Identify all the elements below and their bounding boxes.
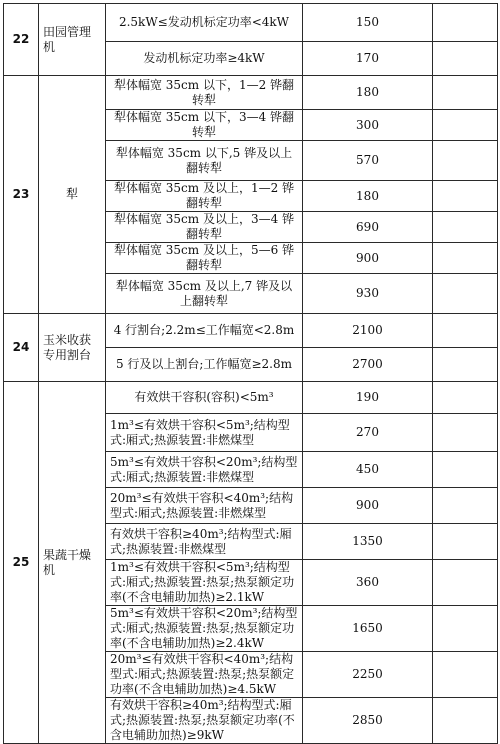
extra-column-cell	[433, 382, 498, 414]
subsidy-table	[3, 3, 498, 744]
spec-description: 犁体幅宽 35cm 及以上，3—4 铧翻转犁	[106, 212, 303, 243]
extra-column-cell	[433, 181, 498, 212]
extra-column-cell	[433, 212, 498, 243]
spec-description: 犁体幅宽 35cm 以下,5 铧及以上翻转犁	[106, 141, 303, 181]
extra-column-cell	[433, 652, 498, 698]
spec-description: 2.5kW≤发动机标定功率<4kW	[106, 4, 303, 42]
subsidy-amount: 930	[303, 274, 433, 314]
subsidy-amount: 180	[303, 181, 433, 212]
subsidy-amount: 150	[303, 4, 433, 42]
item-number: 25	[4, 382, 39, 744]
subsidy-amount: 2850	[303, 698, 433, 744]
subsidy-amount: 2700	[303, 348, 433, 382]
spec-description: 犁体幅宽 35cm 以下，3—4 铧翻转犁	[106, 110, 303, 141]
spec-description: 20m³≤有效烘干容积<40m³;结构型式:厢式;热源装置:非燃煤型	[106, 488, 303, 524]
extra-column-cell	[433, 4, 498, 42]
subsidy-amount: 2100	[303, 314, 433, 348]
subsidy-amount: 450	[303, 452, 433, 488]
table-row	[4, 76, 498, 110]
spec-description: 20m³≤有效烘干容积<40m³;结构型式:厢式;热源装置:热泵;热泵额定功率(不含电辅助加热)≥4.5kW	[106, 652, 303, 698]
spec-description: 犁体幅宽 35cm 以下，1—2 铧翻转犁	[106, 76, 303, 110]
item-number: 23	[4, 76, 39, 314]
spec-description: 犁体幅宽 35cm 及以上，1—2 铧翻转犁	[106, 181, 303, 212]
spec-description: 有效烘干容积≥40m³;结构型式:厢式;热源装置:热泵;热泵额定功率(不含电辅助加热)≥9kW	[106, 698, 303, 744]
subsidy-amount: 300	[303, 110, 433, 141]
subsidy-amount: 180	[303, 76, 433, 110]
spec-description: 有效烘干容积(容积)<5m³	[106, 382, 303, 414]
table-row	[4, 382, 498, 414]
subsidy-amount: 1650	[303, 606, 433, 652]
spec-description: 犁体幅宽 35cm 及以上,7 铧及以上翻转犁	[106, 274, 303, 314]
item-name: 田园管理机	[39, 4, 106, 76]
extra-column-cell	[433, 606, 498, 652]
spec-description: 5m³≤有效烘干容积<20m³;结构型式:厢式;热源装置:热泵;热泵额定功率(不含电辅助加热)≥2.4kW	[106, 606, 303, 652]
extra-column-cell	[433, 488, 498, 524]
table-row	[4, 314, 498, 348]
spec-description: 犁体幅宽 35cm 及以上，5—6 铧翻转犁	[106, 243, 303, 274]
subsidy-amount: 170	[303, 42, 433, 76]
spec-description: 1m³≤有效烘干容积<5m³;结构型式:厢式;热源装置:热泵;热泵额定功率(不含电辅助加热)≥2.1kW	[106, 560, 303, 606]
extra-column-cell	[433, 560, 498, 606]
item-name: 果蔬干燥机	[39, 382, 106, 744]
item-name: 犁	[39, 76, 106, 314]
spec-description: 有效烘干容积≥40m³;结构型式:厢式;热源装置:非燃煤型	[106, 524, 303, 560]
extra-column-cell	[433, 698, 498, 744]
extra-column-cell	[433, 274, 498, 314]
spec-description: 5m³≤有效烘干容积<20m³;结构型式:厢式;热源装置:非燃煤型	[106, 452, 303, 488]
table-row	[4, 4, 498, 42]
item-name: 玉米收获专用割台	[39, 314, 106, 382]
subsidy-amount: 900	[303, 488, 433, 524]
extra-column-cell	[433, 110, 498, 141]
extra-column-cell	[433, 414, 498, 452]
subsidy-amount: 900	[303, 243, 433, 274]
spec-description: 5 行及以上割台;工作幅宽≥2.8m	[106, 348, 303, 382]
extra-column-cell	[433, 141, 498, 181]
subsidy-amount: 570	[303, 141, 433, 181]
extra-column-cell	[433, 348, 498, 382]
item-number: 24	[4, 314, 39, 382]
spec-description: 发动机标定功率≥4kW	[106, 42, 303, 76]
extra-column-cell	[433, 42, 498, 76]
extra-column-cell	[433, 314, 498, 348]
subsidy-amount: 1350	[303, 524, 433, 560]
extra-column-cell	[433, 524, 498, 560]
subsidy-amount: 2250	[303, 652, 433, 698]
item-number: 22	[4, 4, 39, 76]
extra-column-cell	[433, 76, 498, 110]
extra-column-cell	[433, 243, 498, 274]
subsidy-amount: 690	[303, 212, 433, 243]
subsidy-amount: 270	[303, 414, 433, 452]
spec-description: 4 行割台;2.2m≤工作幅宽<2.8m	[106, 314, 303, 348]
subsidy-amount: 190	[303, 382, 433, 414]
spec-description: 1m³≤有效烘干容积<5m³;结构型式:厢式;热源装置:非燃煤型	[106, 414, 303, 452]
subsidy-amount: 360	[303, 560, 433, 606]
extra-column-cell	[433, 452, 498, 488]
